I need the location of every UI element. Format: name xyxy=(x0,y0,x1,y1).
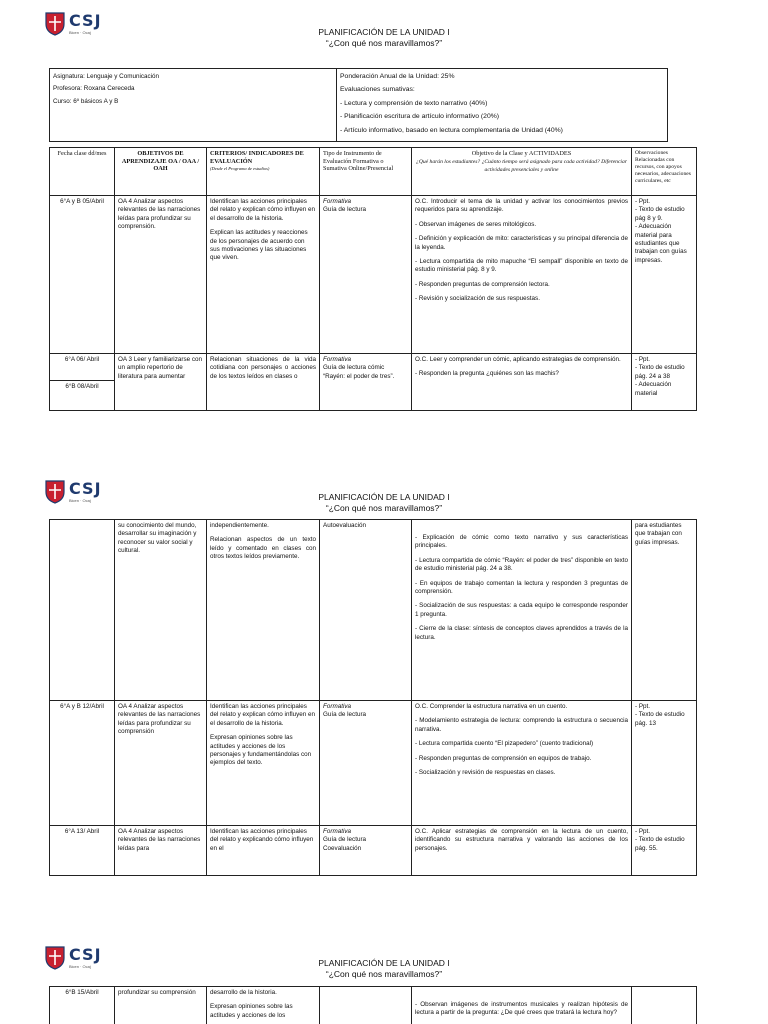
table-row xyxy=(50,520,697,701)
evaluaciones-label: Evaluaciones sumativas: xyxy=(340,86,415,94)
criterios-cell: Identifican las acciones principales del relato y explican cómo influyen en el desarrollo de la historia. Explican las actitudes y reacciones de los personajes de acuerdo con sus motivaciones y las situaciones que viven. xyxy=(207,196,320,354)
observaciones-cell: - Ppt. - Texto de estudio pág. 55. xyxy=(632,826,697,876)
evaluacion-item: - Lectura y comprensión de texto narrativo (40%) xyxy=(340,99,488,107)
planning-table xyxy=(49,986,697,1024)
table-row xyxy=(50,987,697,1024)
evaluacion-item: - Planificación escritura de artículo informativo (20%) xyxy=(340,113,500,121)
actividades-cell: O.C. Introducir el tema de la unidad y activar los conocimientos previos requeridos para su aprendizaje. - Observan imágenes de seres mitológicos. - Definición y explicación de mito: características y su principal diferencia de la leyenda. - Lectura compartida de mito mapuche “El sempall” disponible en texto de estudio ministerial pág. 8 y 9. - Responden preguntas de comprensión lectora. - Revisión y socialización de sus respuestas. xyxy=(412,196,632,354)
tipo-cell: Formativa Guía de lectura Coevaluación xyxy=(320,826,412,876)
info-left-cell xyxy=(50,69,337,142)
logo-subtext: Bicen · Ocaj xyxy=(69,30,91,35)
planning-table xyxy=(49,147,697,411)
page-title: PLANIFICACIÓN DE LA UNIDAD I “¿Con qué nos maravillamos?” xyxy=(318,958,450,979)
criterios-cell: Identifican las acciones principales del relato y explicando cómo influyen en el xyxy=(207,826,320,876)
fecha-cell: 6°A y B 12/Abril xyxy=(50,701,115,826)
col-observaciones: Observaciones Relacionadas con recursos, con apoyos necesarios, adecuaciones curriculares, etc xyxy=(632,148,697,196)
fecha-cell: 6°A 13/ Abril xyxy=(50,826,115,876)
fecha-cell: 6°B 15/Abril xyxy=(50,987,115,1024)
evaluacion-item: - Artículo informativo, basado en lectura complementaria de Unidad (40%) xyxy=(340,126,563,134)
actividades-cell: O.C. Comprender la estructura narrativa en un cuento. - Modelamiento estrategia de lectura: comprendo la estructura o secuencia narrativa. - Lectura compartida cuento “El pizapedero” (cuento tradicional) - Responden preguntas de comprensión en equipos de trabajo. - Socialización y revisión de respuestas en clases. xyxy=(412,701,632,826)
col-tipo: Tipo de Instrumento de Evaluación Formativa o Sumativa Online/Presencial xyxy=(320,148,412,196)
table-row xyxy=(50,701,697,826)
col-objetivo-clase: Objetivo de la Clase y ACTIVIDADES ¿Qué harán los estudiantes? ¿Cuánto tiempo será asignado para cada actividad? Diferenciar actividades presenciales y online xyxy=(412,148,632,196)
table-row xyxy=(50,196,697,354)
oa-cell: OA 3 Leer y familiarizarse con un amplio repertorio de literatura para aumentar xyxy=(115,354,207,411)
criterios-cell: Relacionan situaciones de la vida cotidiana con personajes o acciones de los textos leídos en clases o xyxy=(207,354,320,411)
actividades-cell: O.C. Leer y comprender un cómic, aplicando estrategias de comprensión. - Responden la pregunta ¿quiénes son las machis? xyxy=(412,354,632,411)
table-header-row xyxy=(50,148,697,196)
criterios-cell: independientemente. Relacionan aspectos de un texto leído y comentado en clases con otros textos leídos previamente. xyxy=(207,520,320,701)
col-criterios: CRITERIOS/ INDICADORES DE EVALUACIÓN (Desde el Programa de estudios) xyxy=(207,148,320,196)
info-right-cell xyxy=(337,69,668,142)
table-row xyxy=(50,354,697,411)
tipo-cell xyxy=(320,987,412,1024)
curso: Curso: 6º básicos A y B xyxy=(53,97,119,105)
tipo-cell: Formativa Guía de lectura xyxy=(320,196,412,354)
fecha-cell: 6°A 06/ Abril 6°B 08/Abril xyxy=(50,354,115,411)
actividades-cell: O.C. Aplicar estrategias de comprensión en la lectura de un cuento, identificando su estructura narrativa y valorando las acciones de los personajes. xyxy=(412,826,632,876)
oa-cell: OA 4 Analizar aspectos relevantes de las narraciones leídas para profundizar su comprensión. xyxy=(115,196,207,354)
criterios-cell: desarrollo de la historia. Expresan opiniones sobre las actitudes y acciones de los xyxy=(207,987,320,1024)
col-fecha: Fecha clase dd/mes xyxy=(50,148,115,196)
oa-cell: su conocimiento del mundo, desarrollar su imaginación y reconocer su valor social y cultural. xyxy=(115,520,207,701)
actividades-cell: - Explicación de cómic como texto narrativo y sus características principales. - Lectura compartida de cómic “Rayén: el poder de tres” disponible en texto de estudio ministerial pág. 24 a 38. - En equipos de trabajo comentan la lectura y responden 3 preguntas de comprensión. - Socialización de sus respuestas: a cada equipo le corresponde responder 1 pregunta. - Cierre de la clase: síntesis de conceptos claves aprendidos a través de la lectura. xyxy=(412,520,632,701)
ponderacion: Ponderación Anual de la Unidad: 25% xyxy=(340,73,455,80)
info-table xyxy=(49,68,668,142)
oa-cell: OA 4 Analizar aspectos relevantes de las narraciones leídas para profundizar su comprensión xyxy=(115,701,207,826)
planning-table xyxy=(49,519,697,876)
logo-subtext: Bicen · Ocaj xyxy=(69,964,91,969)
criterios-cell: Identifican las acciones principales del relato y explican cómo influyen en el desarrollo de la historia. Expresan opiniones sobre las actitudes y acciones de los personajes y fundamentándolas con ejemplos del texto. xyxy=(207,701,320,826)
profesora: Profesora: Roxana Cereceda xyxy=(53,85,135,93)
oa-cell: OA 4 Analizar aspectos relevantes de las narraciones leídas para xyxy=(115,826,207,876)
fecha-cell: 6°A y B 05/Abril xyxy=(50,196,115,354)
asignatura: Asignatura: Lenguaje y Comunicación xyxy=(53,73,160,80)
observaciones-cell xyxy=(632,987,697,1024)
actividades-cell: - Observan imágenes de instrumentos musicales y realizan hipótesis de lectura a partir de la pregunta: ¿De qué crees que tratará la lectura hoy? xyxy=(412,987,632,1024)
logo-subtext: Bicen · Ocaj xyxy=(69,498,91,503)
page-title: PLANIFICACIÓN DE LA UNIDAD I “¿Con qué nos maravillamos?” xyxy=(318,492,450,513)
observaciones-cell: - Ppt. - Texto de estudio pág. 13 xyxy=(632,701,697,826)
col-objetivos: OBJETIVOS DE APRENDIZAJE OA / OAA / OAH xyxy=(115,148,207,196)
oa-cell: profundizar su comprensión xyxy=(115,987,207,1024)
logo-text: CSJ xyxy=(69,11,102,30)
observaciones-cell: - Ppt. - Texto de estudio pág 8 y 9. - Adecuación material para estudiantes que trabajan con guías impresas. xyxy=(632,196,697,354)
observaciones-cell: para estudiantes que trabajan con guías impresas. xyxy=(632,520,697,701)
tipo-cell: Autoevaluación xyxy=(320,520,412,701)
fecha-cell xyxy=(50,520,115,701)
tipo-cell: Formativa Guía de lectura xyxy=(320,701,412,826)
observaciones-cell: - Ppt. - Texto de estudio pág. 24 a 38 - Adecuación material xyxy=(632,354,697,411)
table-row xyxy=(50,826,697,876)
logo-text: CSJ xyxy=(69,479,102,498)
page-title: PLANIFICACIÓN DE LA UNIDAD I “¿Con qué nos maravillamos?” xyxy=(318,27,450,48)
tipo-cell: Formativa Guía de lectura cómic “Rayén: el poder de tres”. xyxy=(320,354,412,411)
logo-text: CSJ xyxy=(69,945,102,964)
